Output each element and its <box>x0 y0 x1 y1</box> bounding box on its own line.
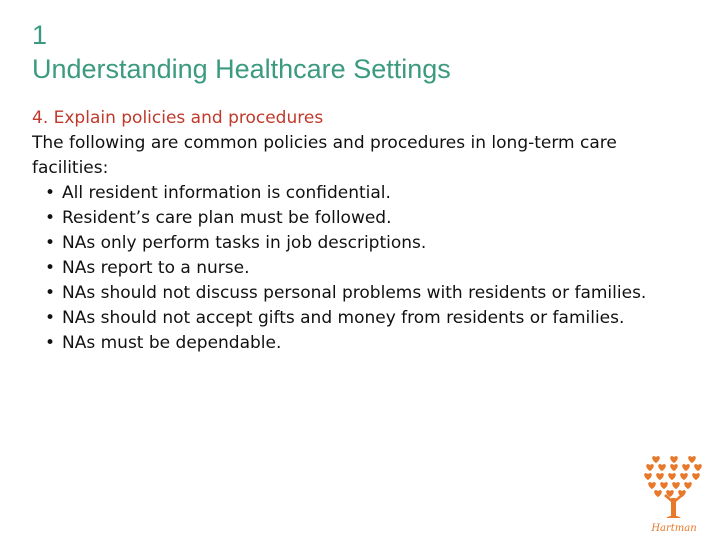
chapter-number: 1 <box>32 20 48 50</box>
subheading: 4. Explain policies and procedures <box>32 108 324 128</box>
heart-icon <box>668 473 676 480</box>
heart-icon <box>646 464 654 471</box>
heart-icon <box>682 464 690 471</box>
heart-icon <box>670 464 678 471</box>
heart-icon <box>670 456 678 463</box>
chapter-title: Understanding Healthcare Settings <box>32 54 451 84</box>
bullet-icon: • <box>45 258 56 278</box>
slide-title <box>32 18 451 86</box>
heart-icon <box>656 473 664 480</box>
list-item: • Resident’s care plan must be followed. <box>32 206 692 231</box>
heart-icon <box>688 456 696 463</box>
heart-icon <box>680 473 688 480</box>
hartman-logo <box>640 452 708 534</box>
heart-icon <box>692 473 700 480</box>
heart-icon <box>660 482 668 489</box>
list-item: • NAs should not discuss personal problems with residents or families. <box>32 281 692 306</box>
bullet-icon: • <box>45 333 56 353</box>
heart-icon <box>658 464 666 471</box>
bullet-icon: • <box>45 283 56 303</box>
heart-icon <box>694 464 702 471</box>
tree-of-hearts-icon <box>640 452 708 534</box>
heart-icon <box>652 456 660 463</box>
list-item: • All resident information is confidential. <box>32 181 692 206</box>
list-item: • NAs must be dependable. <box>32 331 692 356</box>
slide-body <box>32 106 692 356</box>
policy-list <box>32 181 692 356</box>
heart-icon <box>644 473 652 480</box>
bullet-icon: • <box>45 308 56 328</box>
bullet-icon: • <box>45 183 56 203</box>
heart-icon <box>684 482 692 489</box>
list-item: • NAs report to a nurse. <box>32 256 692 281</box>
list-item: • NAs only perform tasks in job descriptions. <box>32 231 692 256</box>
intro-text: The following are common policies and procedures in long-term care facilities: <box>32 133 617 178</box>
heart-icon <box>672 482 680 489</box>
list-item: • NAs should not accept gifts and money from residents or families. <box>32 306 692 331</box>
heart-icon <box>654 490 662 497</box>
bullet-icon: • <box>45 208 56 228</box>
logo-text: Hartman <box>651 523 697 534</box>
heart-icon <box>648 482 656 489</box>
bullet-icon: • <box>45 233 56 253</box>
